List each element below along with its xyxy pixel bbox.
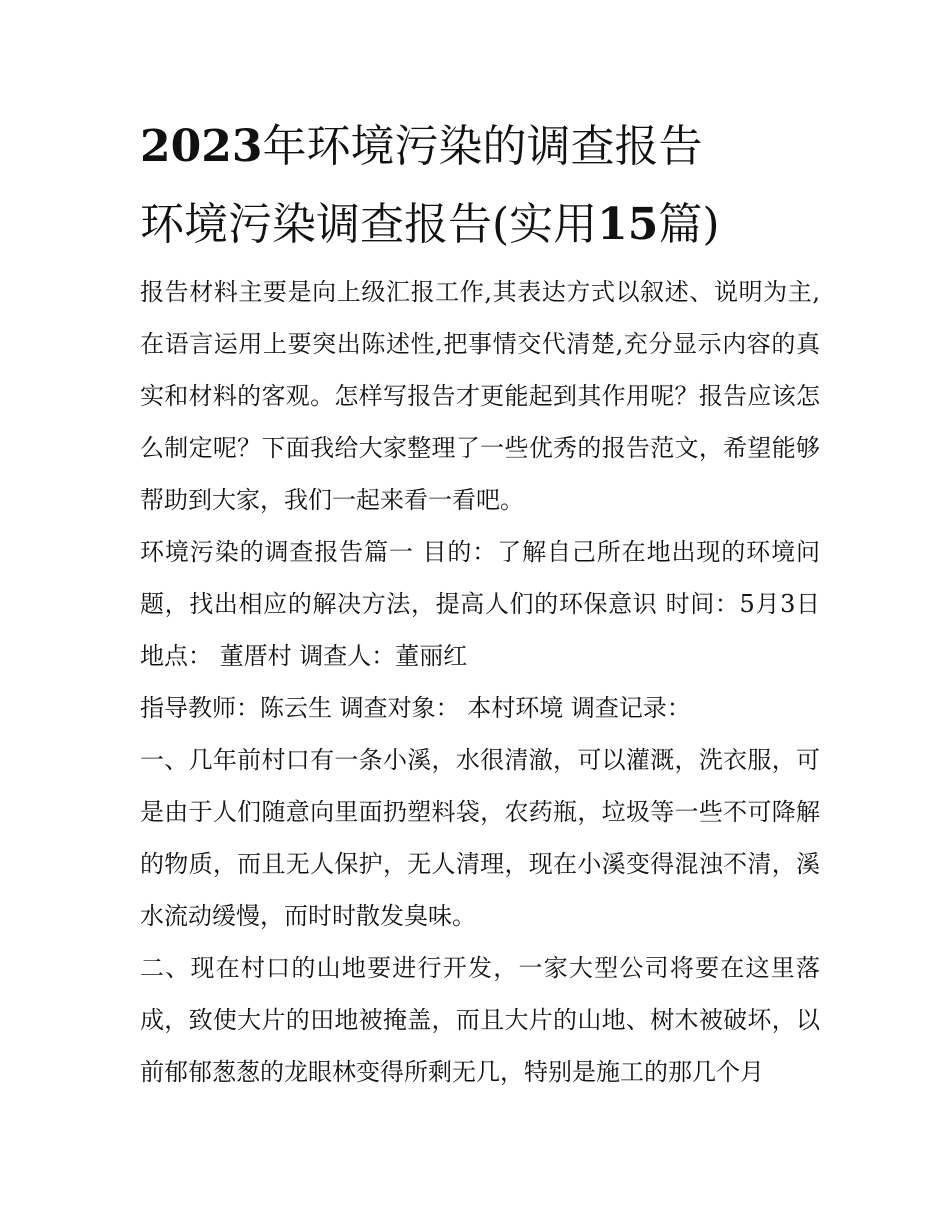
paragraph-record-two: 二、现在村口的山地要进行开发，一家大型公司将要在这里落成，致使大片的田地被掩盖，而且大片的山地、树木被破坏，以前郁郁葱葱的龙眼林变得所剩无几，特别是施工的那几个月: [140, 954, 820, 1086]
document-page: [140, 118, 820, 1098]
paragraph-record-one: 一、几年前村口有一条小溪，水很清澈，可以灌溉，洗衣服，可是由于人们随意向里面扔塑料袋，农药瓶，垃圾等一些不可降解的物质，而且无人保护，无人清理，现在小溪变得混浊不清，溪水流动缓慢，而时时散发臭味。: [140, 746, 820, 930]
paragraph-intro: 报告材料主要是向上级汇报工作,其表达方式以叙述、说明为主,在语言运用上要突出陈述性,把事情交代清楚,充分显示内容的真实和材料的客观。怎样写报告才更能起到其作用呢？报告应该怎么制定呢？下面我给大家整理了一些优秀的报告范文，希望能够帮助到大家，我们一起来看一看吧。: [140, 278, 820, 514]
title-line-2-suffix: 篇): [658, 199, 720, 250]
document-title-line-2: [140, 196, 820, 254]
document-body: [140, 266, 820, 1098]
title-count: 15: [597, 199, 659, 250]
paragraph-instructor: 指导教师：陈云生 调查对象： 本村环境 调查记录：: [140, 694, 691, 722]
paragraph-purpose: 环境污染的调查报告篇一 目的：了解自己所在地出现的环境问题，找出相应的解决方法，提高人们的环保意识 时间：5月3日 地点： 董厝村 调查人：董丽红: [140, 538, 820, 670]
title-line-2-prefix: 环境污染调查报告(实用: [140, 199, 598, 250]
document-title-line-1: [140, 118, 820, 176]
title-year: 2023: [140, 121, 263, 172]
title-line-1-text: 年环境污染的调查报告: [262, 121, 703, 172]
